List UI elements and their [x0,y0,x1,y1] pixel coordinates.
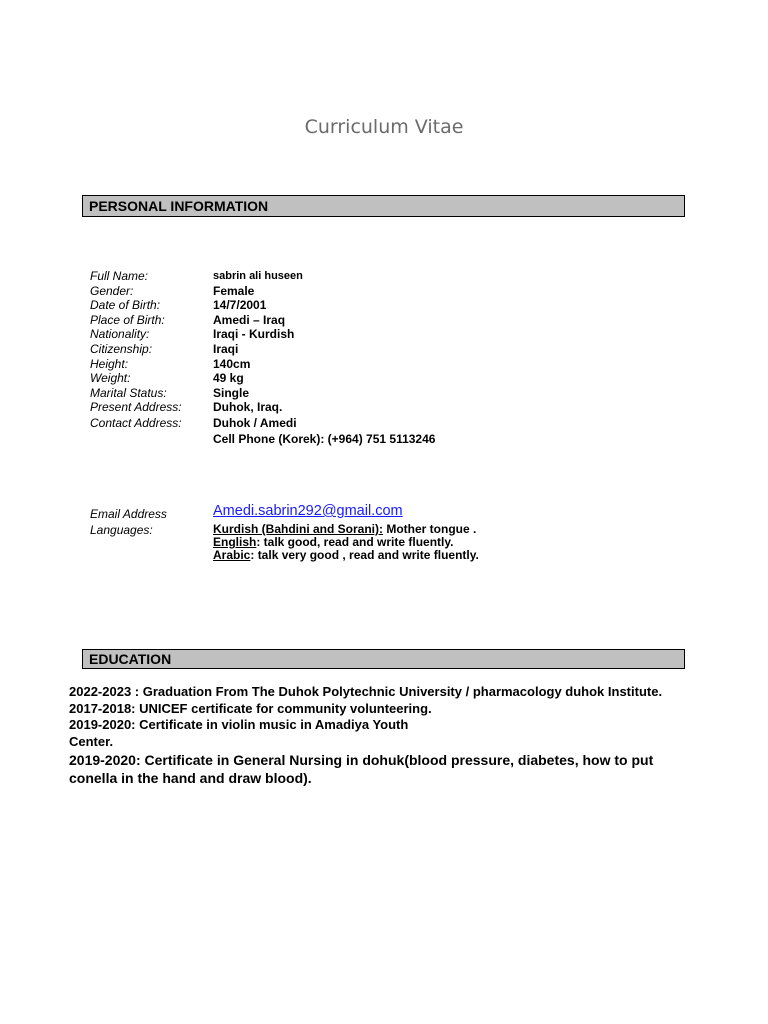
education-heading: EDUCATION [82,649,685,669]
present-address-label: Present Address: [90,400,182,415]
education-item: 2022-2023 : Graduation From The Duhok Polytechnic University / pharmacology duhok Institute. [69,684,663,699]
marital-label: Marital Status: [90,385,167,400]
pob-label: Place of Birth: [90,312,165,327]
personal-information-heading: PERSONAL INFORMATION [82,195,685,217]
pob-value: Amedi – Iraq [213,312,286,327]
weight-value: 49 kg [213,371,244,386]
language-arabic-name: Arabic [213,548,251,562]
nationality-label: Nationality: [90,327,150,342]
dob-label: Date of Birth: [90,298,161,313]
nationality-value: Iraqi - Kurdish [213,327,295,342]
document-title: Curriculum Vitae [304,116,464,138]
gender-label: Gender: [90,283,134,298]
gender-value: Female [213,283,255,298]
languages-list [213,523,479,562]
full-name-label: Full Name: [90,269,149,283]
dob-value: 14/7/2001 [213,298,267,313]
full-name-value: sabrin ali huseen [213,270,303,282]
language-english-desc: : talk good, read and write fluently. [256,535,454,549]
education-item: 2017-2018: UNICEF certificate for community volunteering. [69,700,432,716]
weight-label: Weight: [90,371,131,386]
cell-phone-value: Cell Phone (Korek): (+964) 751 5113246 [213,432,436,447]
education-item: 2019-2020: Certificate in violin music in Amadiya Youth Center. [69,717,409,749]
education-list [69,684,689,787]
languages-label: Languages: [90,523,153,537]
language-english-name: English [213,535,257,549]
language-arabic-desc: : talk very good , read and write fluently. [250,548,479,562]
marital-value: Single [213,385,250,400]
language-kurdish-name: Kurdish (Bahdini and Sorani): [213,522,383,536]
citizenship-label: Citizenship: [90,341,153,356]
language-arabic [213,549,479,562]
contact-address-value: Duhok / Amedi [213,416,297,431]
education-item: 2019-2020: Certificate in General Nursing in dohuk(blood pressure, diabetes, how to put conella in the hand and draw blood). [69,752,654,786]
height-label: Height: [90,356,129,371]
height-value: 140cm [213,356,251,371]
email-label: Email Address [90,507,167,521]
contact-address-label: Contact Address: [90,416,182,431]
citizenship-value: Iraqi [213,341,239,356]
email-link[interactable]: Amedi.sabrin292@gmail.com [213,503,403,519]
present-address-value: Duhok, Iraq. [213,400,283,415]
language-kurdish-desc: Mother tongue . [383,522,477,536]
